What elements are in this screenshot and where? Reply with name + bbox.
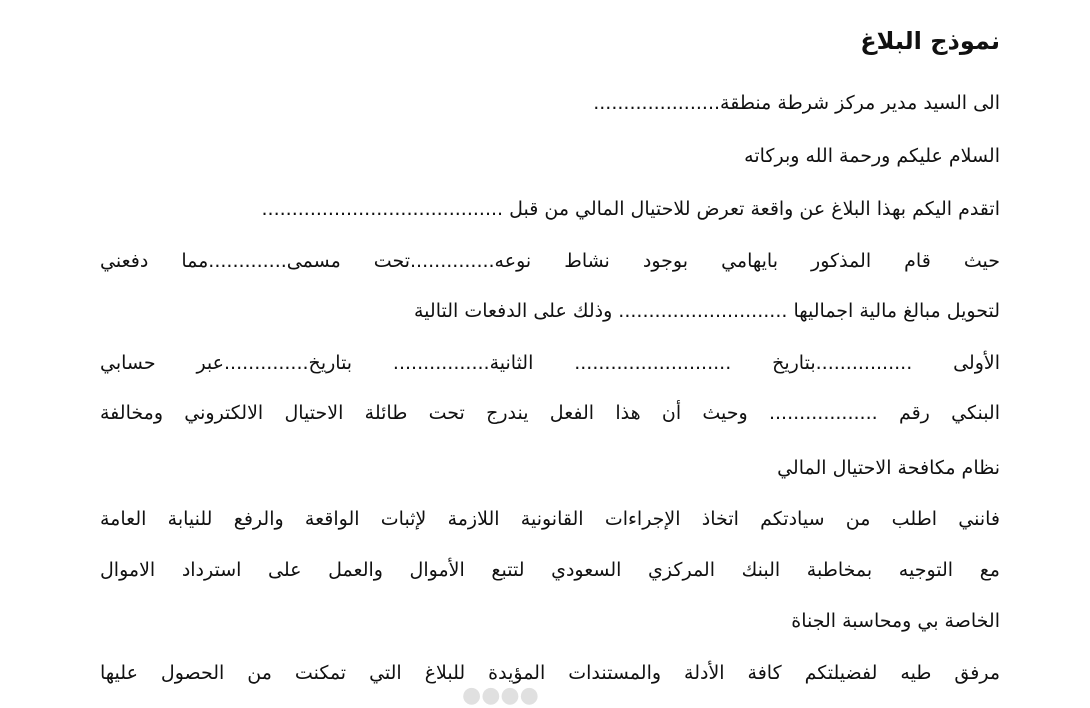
attachments-line: مرفق طيه لفضيلتكم كافة الأدلة والمستندات المؤيدة للبلاغ التي تمكنت من الحصول عليها (100, 662, 1000, 684)
body-line: حيث قام المذكور بايهامي بوجود نشاط نوعه..............تحت مسمى.............مما دفعني (100, 250, 1000, 272)
body-line: لتحويل مبالغ مالية اجماليها ............................ وذلك على الدفعات التالية (413, 300, 1000, 322)
request-line: الخاصة بي ومحاسبة الجناة (791, 610, 1000, 632)
body-line: نظام مكافحة الاحتيال المالي (777, 457, 1000, 479)
request-line: فانني اطلب من سيادتكم اتخاذ الإجراءات القانونية اللازمة لإثبات الواقعة والرفع للنيابة العامة (100, 508, 1000, 530)
body-line: البنكي رقم .................. وحيث أن هذا الفعل يندرج تحت طائلة الاحتيال الالكتروني ومخالفة (100, 402, 1000, 424)
document-title: نموذج البلاغ (860, 27, 1000, 55)
body-line: الأولى ................بتاريخ .......................... الثانية................ بتاريخ..............عبر حسابي (100, 352, 1000, 374)
report-intro-line: اتقدم اليكم بهذا البلاغ عن واقعة تعرض للاحتيال المالي من قبل ........................................ (261, 198, 1000, 220)
addressee-line: الى السيد مدير مركز شرطة منطقة..................... (593, 92, 1000, 114)
greeting-line: السلام عليكم ورحمة الله وبركاته (744, 145, 1000, 167)
request-line: مع التوجيه بمخاطبة البنك المركزي السعودي لتتبع الأموال والعمل على استرداد الاموال (100, 559, 1000, 581)
watermark-logo: ●●●● (462, 683, 539, 708)
